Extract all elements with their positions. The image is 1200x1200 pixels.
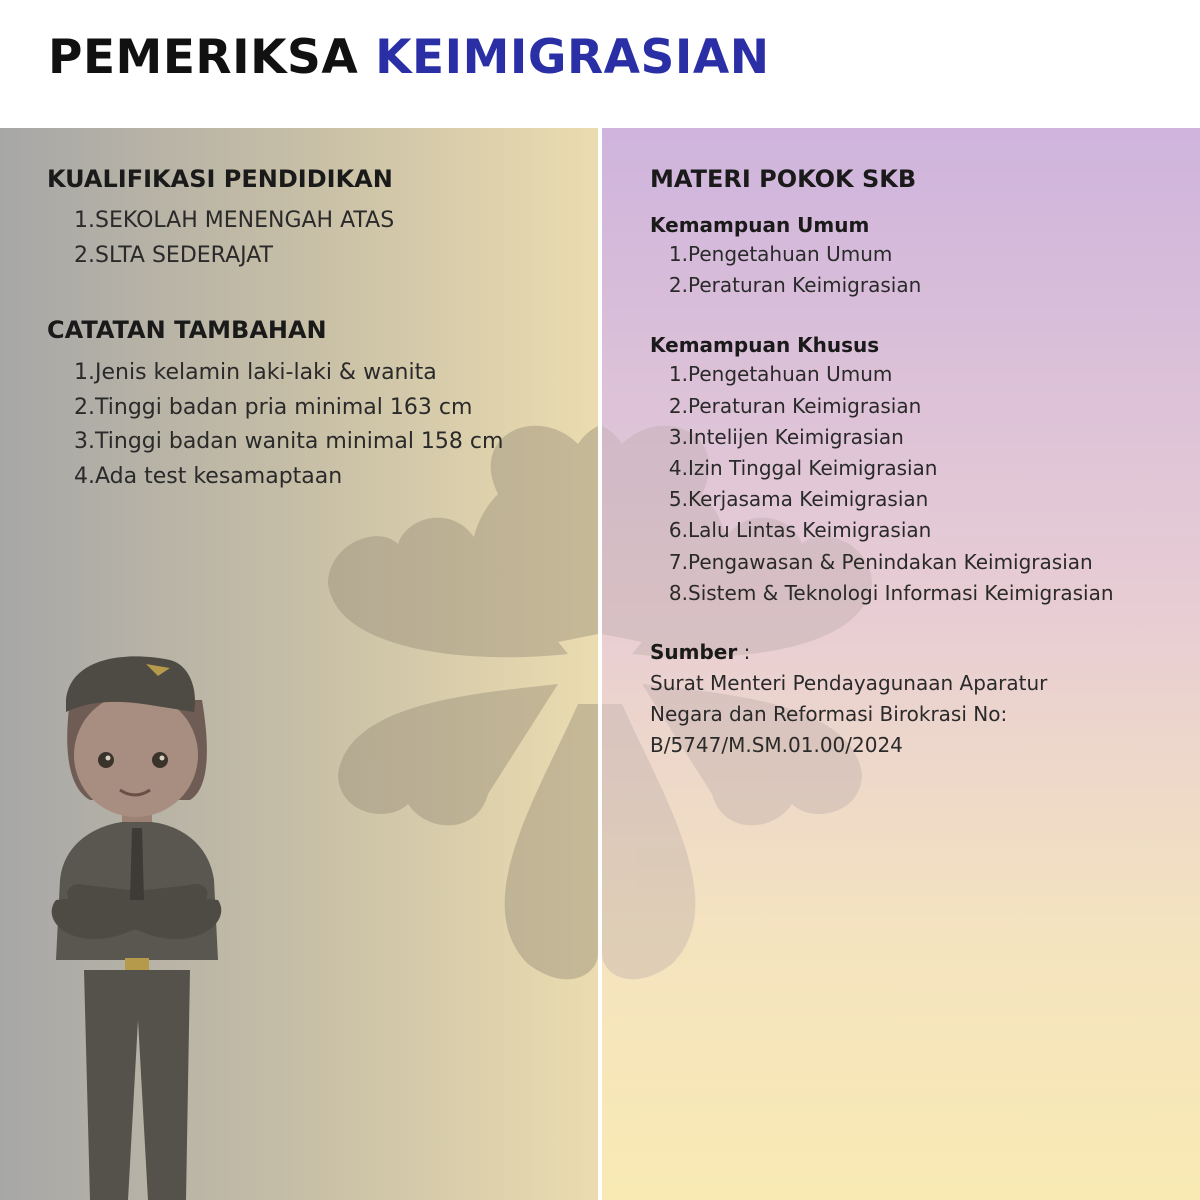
skb-heading: MATERI POKOK SKB [650,165,917,193]
list-item: 8. Sistem & Teknologi Informasi Keimigrasian [668,580,1114,605]
notes-section [47,316,503,494]
list-item: 2. Tinggi badan pria minimal 163 cm [74,394,473,420]
page-title [48,30,770,85]
title-part-accent: KEIMIGRASIAN [375,30,770,85]
source-line: Negara dan Reformasi Birokrasi No: [650,702,1008,727]
notes-heading: CATATAN TAMBAHAN [47,316,327,344]
right-panel [602,128,1200,1200]
education-heading: KUALIFIKASI PENDIDIKAN [47,165,393,193]
list-item: 1. Pengetahuan Umum [668,242,893,266]
education-section [47,165,394,273]
officer-illustration-icon [0,128,598,1200]
source-block [650,637,1114,761]
list-item: 3. Tinggi badan wanita minimal 158 cm [74,429,504,454]
list-item: 1. Pengetahuan Umum [668,362,893,387]
source-line: B/5747/M.SM.01.00/2024 [650,733,903,758]
skb-section [650,165,1114,761]
special-list [650,359,1114,609]
list-item: 1. SEKOLAH MENENGAH ATAS [74,208,395,233]
general-list [650,239,1114,301]
clover-emblem-icon [0,128,598,1200]
left-panel [0,128,598,1200]
source-label: Sumber [650,640,738,665]
header [0,0,1200,128]
education-list [53,204,394,273]
title-part-main: PEMERIKSA [48,30,359,85]
list-item: 5. Kerjasama Keimigrasian [668,487,929,512]
list-item: 2. Peraturan Keimigrasian [668,393,922,418]
list-item: 2. SLTA SEDERAJAT [74,242,273,268]
list-item: 1. Jenis kelamin laki-laki & wanita [74,360,437,385]
general-heading: Kemampuan Umum [650,213,870,237]
list-item: 7. Pengawasan & Penindakan Keimigrasian [668,549,1093,574]
list-item: 4. Ada test kesamaptaan [74,463,343,489]
list-item: 4. Izin Tinggal Keimigrasian [668,456,938,481]
list-item: 2. Peraturan Keimigrasian [668,273,922,298]
list-item: 6. Lalu Lintas Keimigrasian [668,518,932,543]
list-item: 3. Intelijen Keimigrasian [668,424,904,449]
source-label-line [650,637,1114,668]
source-line: Surat Menteri Pendayagunaan Aparatur [650,671,1048,696]
source-separator: : [737,640,751,665]
special-heading: Kemampuan Khusus [650,333,880,358]
notes-list [53,356,503,494]
